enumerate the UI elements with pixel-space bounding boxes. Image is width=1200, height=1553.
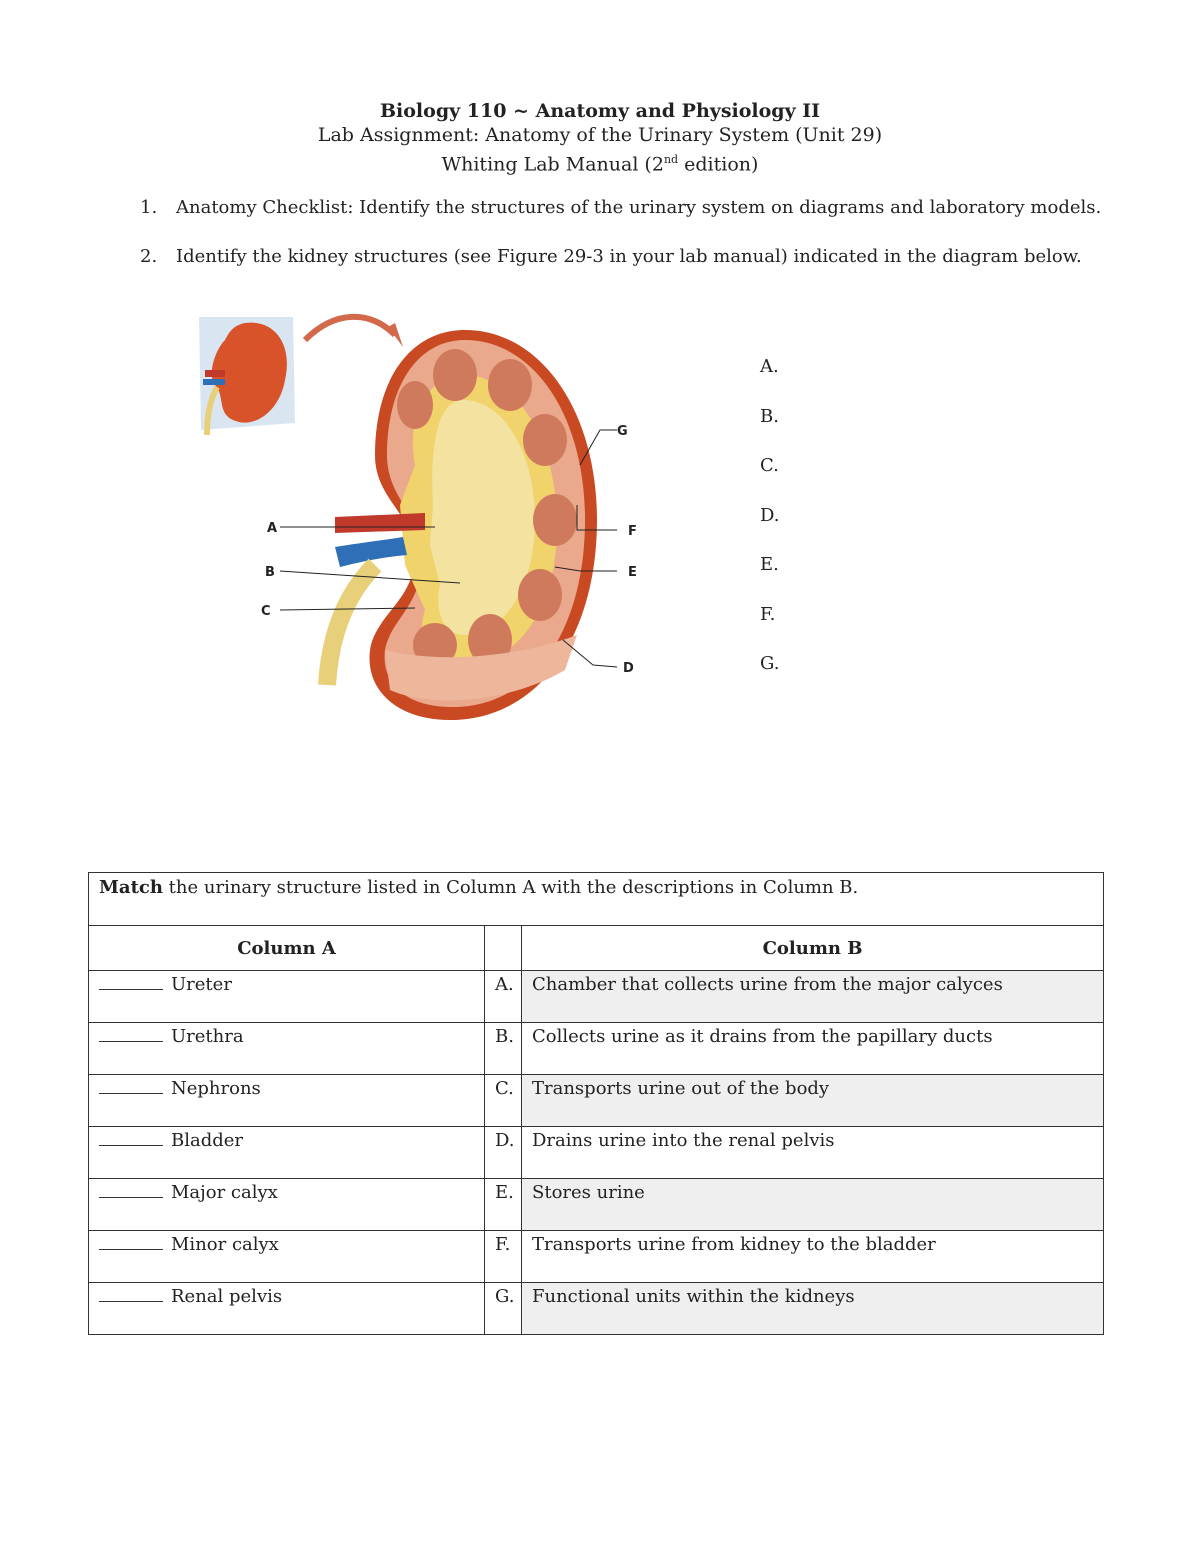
edition-superscript: nd (663, 153, 679, 166)
instruction-bold: Match (99, 877, 163, 898)
answer-list (760, 355, 780, 702)
zoom-arrow (305, 317, 395, 340)
answer-blank[interactable] (99, 975, 163, 990)
lab-manual-subtitle (0, 148, 1200, 176)
answer-line-a: A. (760, 356, 779, 377)
term-cell (89, 971, 485, 1023)
instruction-text: Identify the kidney structures (see Figure 29-3 in your lab manual) indicated in the diagram below. (176, 246, 1082, 267)
term-text: Ureter (171, 974, 232, 995)
description-cell: Transports urine from kidney to the bladder (522, 1231, 1104, 1283)
table-row (89, 1075, 1104, 1127)
table-row (89, 1023, 1104, 1075)
term-text: Bladder (171, 1130, 244, 1151)
table-row (89, 1179, 1104, 1231)
letter-cell: F. (485, 1231, 522, 1283)
term-cell (89, 1231, 485, 1283)
letter-cell: E. (485, 1179, 522, 1231)
letter-header (485, 926, 522, 971)
term-cell (89, 1179, 485, 1231)
answer-blank[interactable] (99, 1027, 163, 1042)
diagram-label-g: G (617, 424, 628, 439)
diagram-label-e: E (628, 565, 637, 580)
instruction-item (140, 197, 1101, 219)
term-text: Urethra (171, 1026, 244, 1047)
answer-blank[interactable] (99, 1079, 163, 1094)
page-title: Biology 110 ~ Anatomy and Physiology II (379, 100, 821, 122)
letter-cell: G. (485, 1283, 522, 1335)
lab-manual-text-end: edition) (678, 153, 759, 176)
instruction-rest: the urinary structure listed in Column A with the descriptions in Column B. (162, 877, 859, 898)
instruction-number: 1. (140, 197, 158, 218)
term-cell (89, 1023, 485, 1075)
answer-blank[interactable] (99, 1287, 163, 1302)
letter-cell: A. (485, 971, 522, 1023)
inset-kidney-illustration (199, 317, 295, 435)
column-b-header: Column B (522, 926, 1104, 971)
term-cell (89, 1075, 485, 1127)
matching-table (88, 872, 1104, 1335)
assignment-subtitle: Lab Assignment: Anatomy of the Urinary System (Unit 29) (317, 124, 883, 146)
column-a-header: Column A (89, 926, 485, 971)
instruction-item (140, 246, 1082, 268)
diagram-label-a: A (267, 521, 278, 536)
answer-line-d: D. (760, 504, 780, 526)
description-cell: Transports urine out of the body (522, 1075, 1104, 1127)
instruction-number: 2. (140, 246, 158, 267)
answer-line-c: C. (760, 455, 779, 476)
answer-blank[interactable] (99, 1183, 163, 1198)
term-cell (89, 1127, 485, 1179)
lab-manual-text: Whiting Lab Manual (2 (441, 153, 664, 176)
letter-cell: C. (485, 1075, 522, 1127)
description-cell: Collects urine as it drains from the papillary ducts (522, 1023, 1104, 1075)
diagram-label-d: D (623, 661, 634, 676)
table-header-row (89, 926, 1104, 971)
answer-line-g: G. (760, 653, 780, 674)
term-cell (89, 1283, 485, 1335)
table-row (89, 1283, 1104, 1335)
description-cell: Chamber that collects urine from the major calyces (522, 971, 1104, 1023)
description-cell: Stores urine (522, 1179, 1104, 1231)
answer-line-f: F. (760, 603, 776, 625)
term-text: Nephrons (171, 1078, 261, 1099)
table-instruction-row (89, 873, 1104, 926)
table-row (89, 1127, 1104, 1179)
answer-line-e: E. (760, 554, 779, 575)
diagram-label-c: C (261, 604, 271, 619)
letter-cell: B. (485, 1023, 522, 1075)
table-instruction (89, 873, 1104, 926)
answer-blank[interactable] (99, 1235, 163, 1250)
letter-cell: D. (485, 1127, 522, 1179)
table-row (89, 1231, 1104, 1283)
answer-line-b: B. (760, 405, 779, 427)
diagram-label-b: B (265, 565, 275, 580)
term-text: Major calyx (171, 1182, 278, 1203)
diagram-label-f: F (628, 524, 637, 539)
term-text: Minor calyx (171, 1234, 279, 1255)
answer-blank[interactable] (99, 1131, 163, 1146)
term-text: Renal pelvis (171, 1286, 283, 1307)
instruction-text: Anatomy Checklist: Identify the structures of the urinary system on diagrams and laboratory models. (176, 197, 1102, 218)
description-cell: Drains urine into the renal pelvis (522, 1127, 1104, 1179)
kidney-diagram (185, 305, 655, 730)
table-row (89, 971, 1104, 1023)
description-cell: Functional units within the kidneys (522, 1283, 1104, 1335)
